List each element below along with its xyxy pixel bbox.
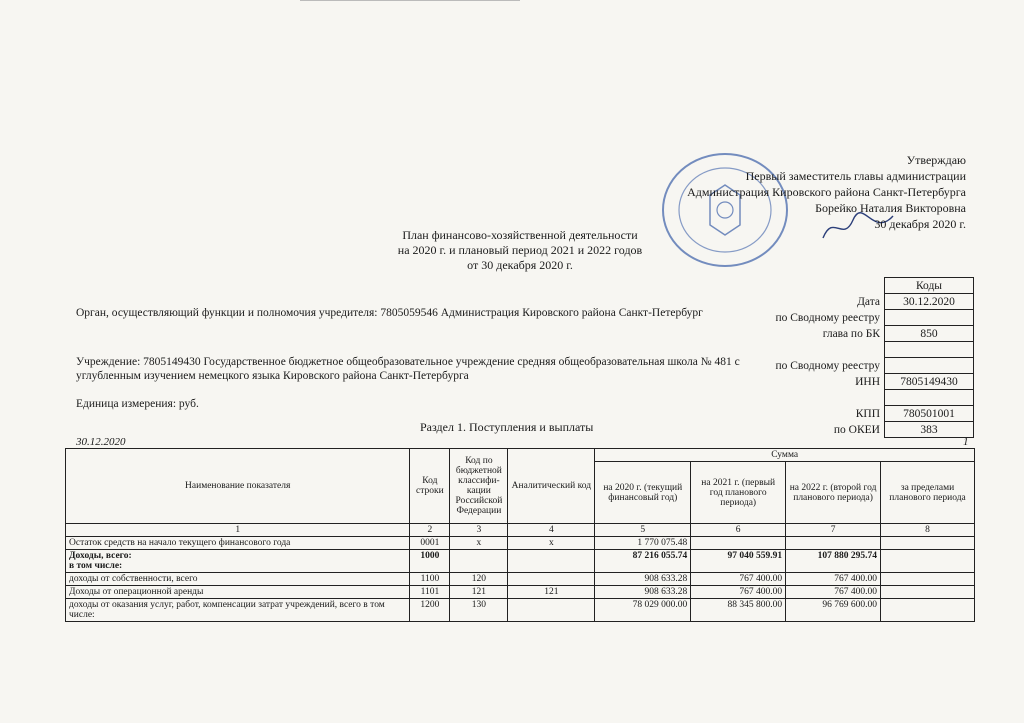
cell-v4 xyxy=(881,537,975,550)
cell-bk: 121 xyxy=(450,586,508,599)
table-row xyxy=(66,537,975,550)
kpp-label: КПП xyxy=(855,407,880,420)
registry-value-2 xyxy=(885,358,974,374)
column-number: 1 xyxy=(66,524,410,537)
bk-value: 850 xyxy=(885,326,974,342)
cell-name: Доходы от операционной аренды xyxy=(66,586,410,599)
cell-code: 1100 xyxy=(410,573,450,586)
cell-v2 xyxy=(691,537,786,550)
okei-label: по ОКЕИ xyxy=(833,423,880,436)
cell-code: 1000 xyxy=(410,550,450,573)
cell-v3 xyxy=(786,537,881,550)
cell-an xyxy=(508,573,595,586)
kpp-value: 780501001 xyxy=(885,406,974,422)
cell-v1: 908 633.28 xyxy=(595,586,691,599)
codes-header: Коды xyxy=(885,278,974,294)
cell-v4 xyxy=(881,573,975,586)
registry-value-1 xyxy=(885,310,974,326)
cell-code: 1200 xyxy=(410,599,450,622)
cell-an: x xyxy=(508,537,595,550)
approve-line-4: Борейко Наталия Викторовна xyxy=(815,201,966,215)
column-number: 3 xyxy=(450,524,508,537)
header-name: Наименование показателя xyxy=(66,449,410,524)
cell-v2: 767 400.00 xyxy=(691,573,786,586)
column-number: 5 xyxy=(595,524,691,537)
table-row xyxy=(66,573,975,586)
top-fold-line xyxy=(300,0,520,2)
table-row xyxy=(66,599,975,622)
header-bk: Код по бюджетной классифи-кации Российской Федерации xyxy=(450,449,508,524)
cell-bk: x xyxy=(450,537,508,550)
bk-label: глава по БК xyxy=(822,327,880,340)
column-number: 2 xyxy=(410,524,450,537)
registry-label-2: по Сводному реестру xyxy=(775,359,880,372)
cell-code: 1101 xyxy=(410,586,450,599)
cell-an: 121 xyxy=(508,586,595,599)
date-label: Дата xyxy=(857,295,880,308)
cell-v4 xyxy=(881,599,975,622)
column-number: 4 xyxy=(508,524,595,537)
page-number: 1 xyxy=(963,436,969,448)
approval-block xyxy=(687,152,966,232)
cell-v2: 88 345 800.00 xyxy=(691,599,786,622)
column-numbers-row xyxy=(66,524,975,537)
cell-v2: 97 040 559.91 xyxy=(691,550,786,573)
title-line-3: от 30 декабря 2020 г. xyxy=(467,258,573,272)
cell-v4 xyxy=(881,586,975,599)
inn-label: ИНН xyxy=(855,375,880,388)
institution-line: Учреждение: 7805149430 Государственное бюджетное общеобразовательное учреждение средняя общеобразовательная школа № 481 с углубленным изучением немецкого языка Кировского района Санкт-Петербурга xyxy=(76,356,740,382)
header-code: Код строки xyxy=(410,449,450,524)
column-number: 7 xyxy=(786,524,881,537)
header-beyond: за пределами планового периода xyxy=(881,462,975,524)
cell-v1: 1 770 075.48 xyxy=(595,537,691,550)
title-line-2: на 2020 г. и плановый период 2021 и 2022 годов xyxy=(397,243,643,257)
section-title: Раздел 1. Поступления и выплаты xyxy=(420,420,594,434)
cell-v2: 767 400.00 xyxy=(691,586,786,599)
table-row xyxy=(66,586,975,599)
cell-v3: 767 400.00 xyxy=(786,586,881,599)
title-line-1: План финансово-хозяйственной деятельности xyxy=(402,228,638,242)
cell-bk: 130 xyxy=(450,599,508,622)
header-2021: на 2021 г. (первый год планового периода) xyxy=(691,462,786,524)
cell-name: Остаток средств на начало текущего финансового года xyxy=(66,537,410,550)
cell-name: Доходы, всего: в том числе: xyxy=(66,550,410,573)
date-value: 30.12.2020 xyxy=(885,294,974,310)
registry-label-1: по Сводному реестру xyxy=(775,311,880,324)
cell-v4 xyxy=(881,550,975,573)
header-2022: на 2022 г. (второй год планового периода) xyxy=(786,462,881,524)
income-expense-table xyxy=(65,448,975,622)
cell-v1: 87 216 055.74 xyxy=(595,550,691,573)
inn-value: 7805149430 xyxy=(885,374,974,390)
approve-line-2: Первый заместитель главы администрации xyxy=(745,169,966,183)
cell-an xyxy=(508,599,595,622)
cell-bk: 120 xyxy=(450,573,508,586)
column-number: 6 xyxy=(691,524,786,537)
column-number: 8 xyxy=(881,524,975,537)
approve-line-5: 30 декабря 2020 г. xyxy=(874,217,966,231)
cell-bk xyxy=(450,550,508,573)
cell-name: доходы от собственности, всего xyxy=(66,573,410,586)
header-sum: Сумма xyxy=(595,449,975,462)
table-row xyxy=(66,550,975,573)
cell-v1: 908 633.28 xyxy=(595,573,691,586)
cell-v1: 78 029 000.00 xyxy=(595,599,691,622)
founder-line: Орган, осуществляющий функции и полномочия учредителя: 7805059546 Администрация Кировского района Санкт-Петербург xyxy=(76,307,703,319)
header-2020: на 2020 г. (текущий финансовый год) xyxy=(595,462,691,524)
header-analytic: Аналитический код xyxy=(508,449,595,524)
document-title xyxy=(380,228,660,273)
cell-v3: 107 880 295.74 xyxy=(786,550,881,573)
approve-line-1: Утверждаю xyxy=(906,153,966,167)
cell-v3: 767 400.00 xyxy=(786,573,881,586)
unit-line: Единица измерения: руб. xyxy=(76,398,199,410)
cell-code: 0001 xyxy=(410,537,450,550)
okei-value: 383 xyxy=(885,422,974,438)
approve-line-3: Администрация Кировского района Санкт-Петербурга xyxy=(687,185,966,199)
cell-name: доходы от оказания услуг, работ, компенсации затрат учреждений, всего в том числе: xyxy=(66,599,410,622)
cell-v3: 96 769 600.00 xyxy=(786,599,881,622)
cell-an xyxy=(508,550,595,573)
blank-code-value xyxy=(885,390,974,406)
date-left: 30.12.2020 xyxy=(76,436,126,448)
